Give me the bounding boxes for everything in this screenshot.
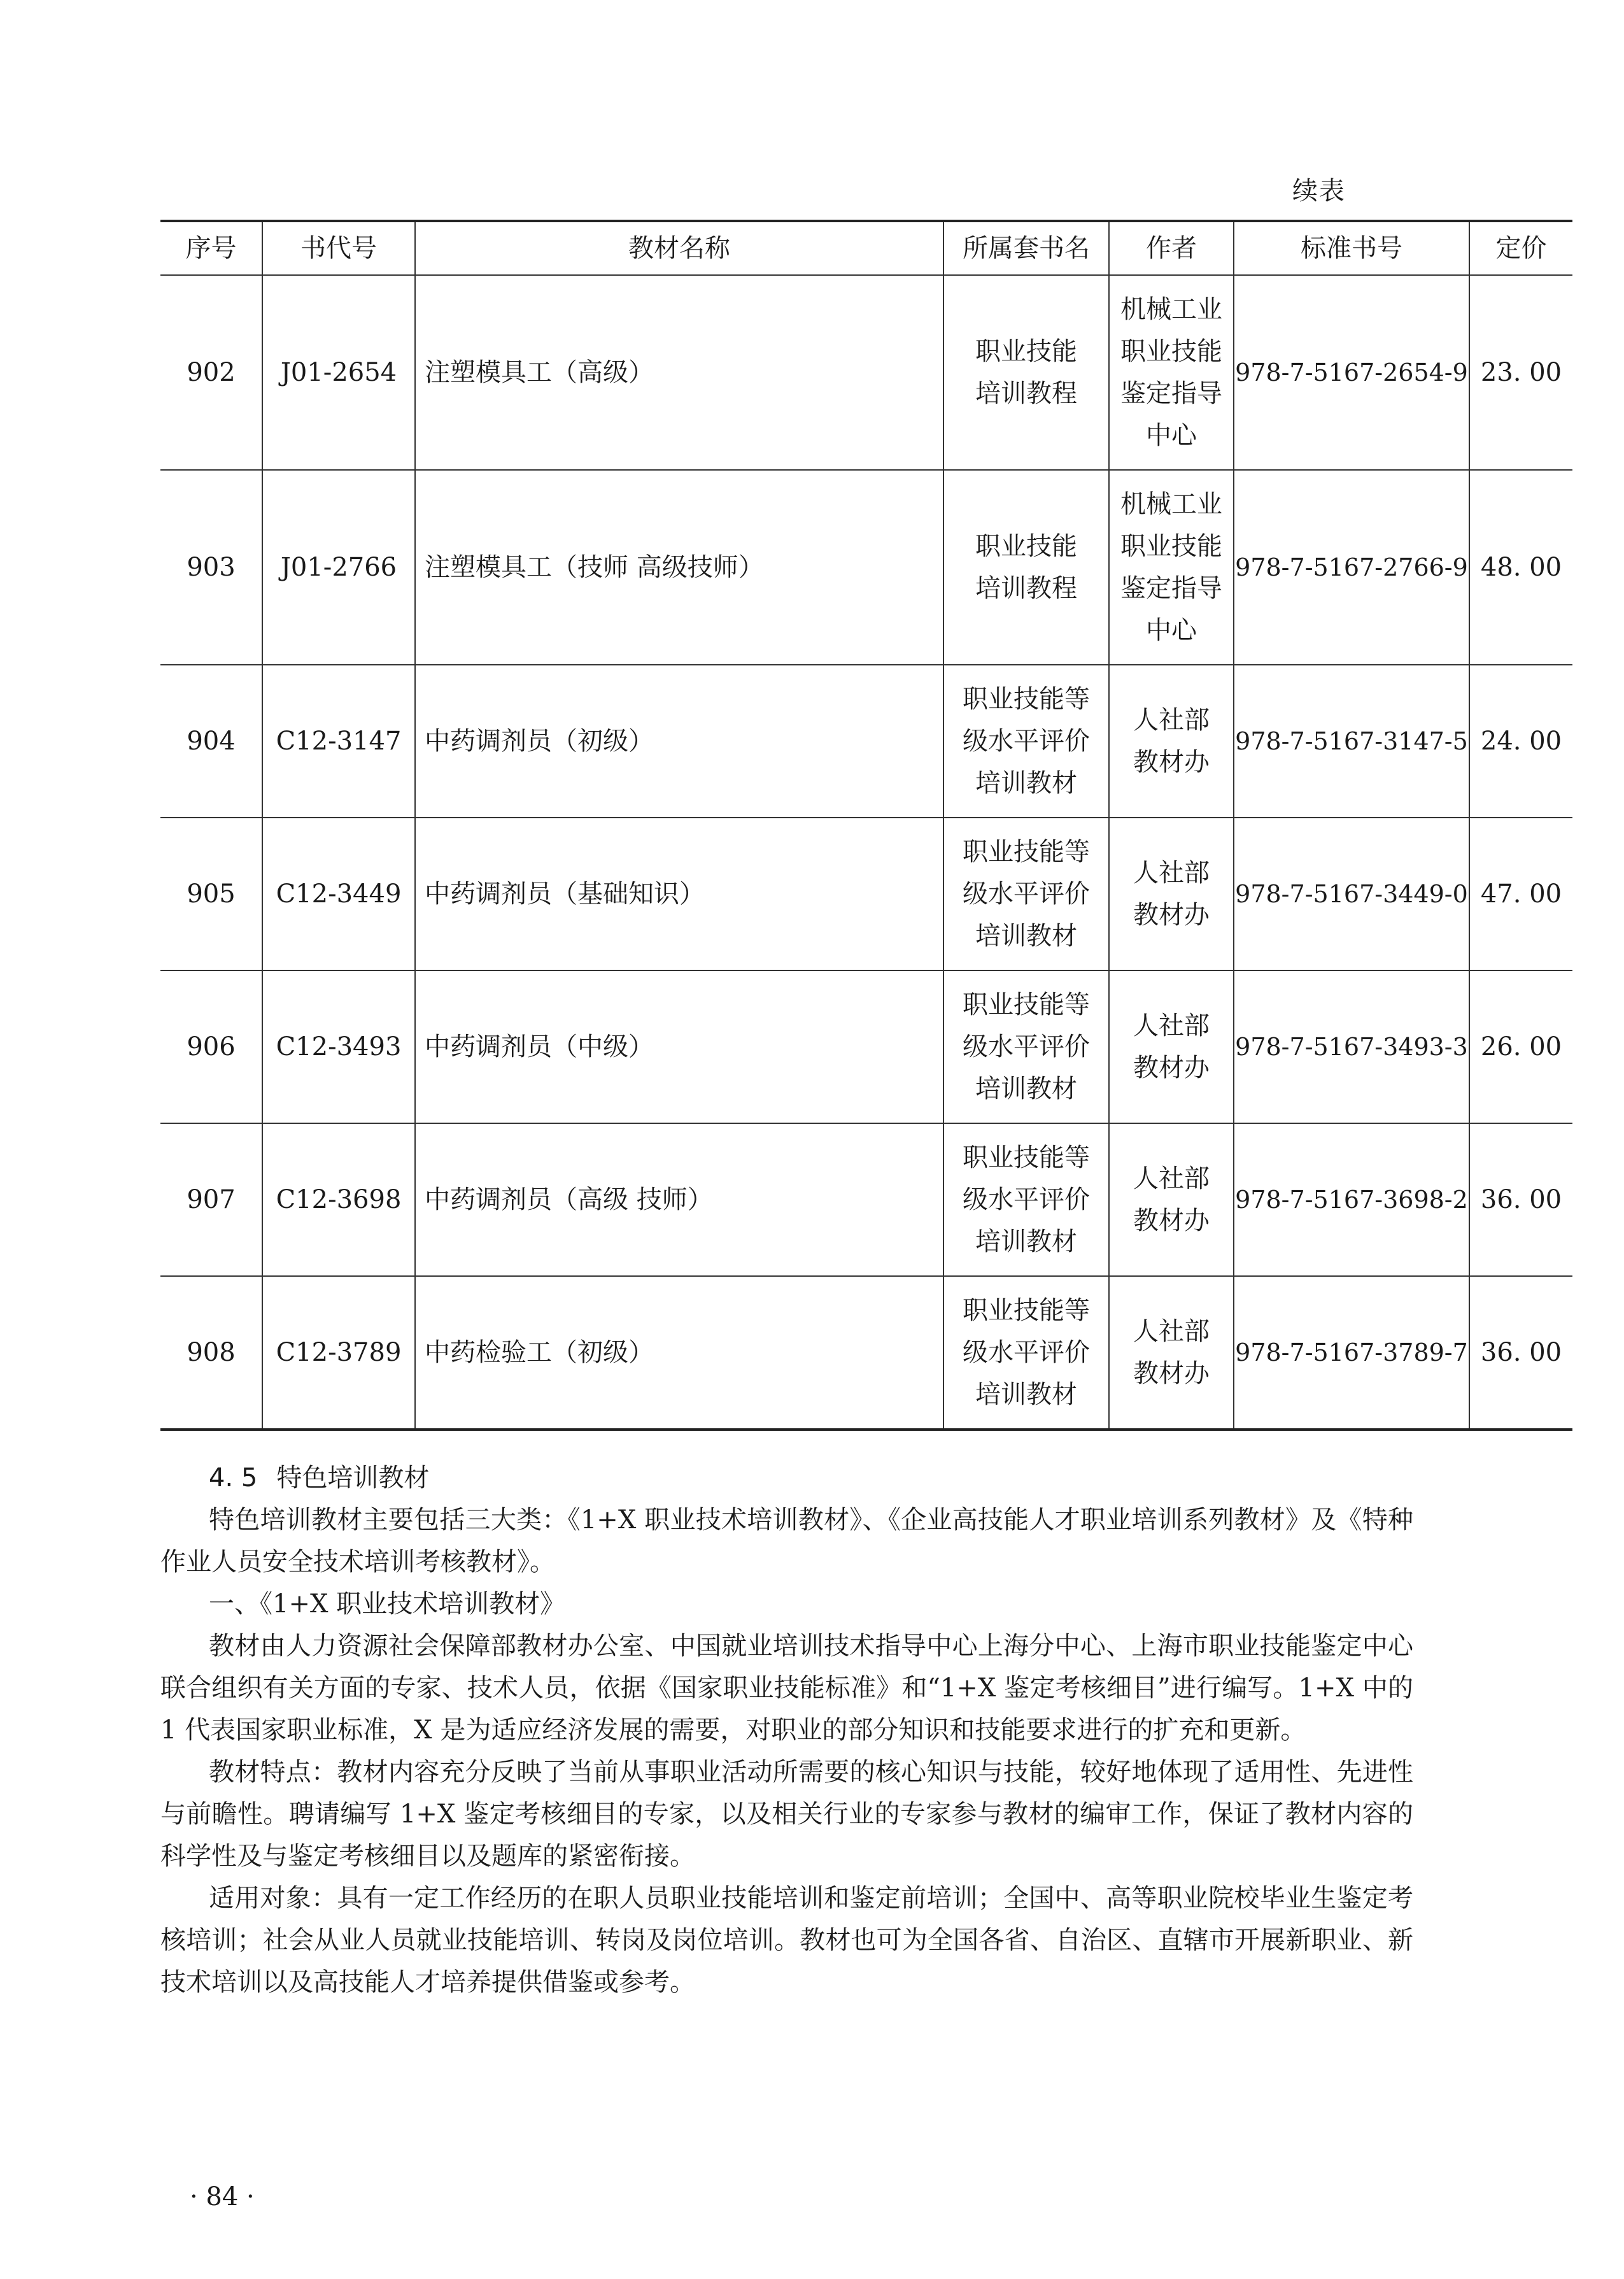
cell-series — [943, 818, 1109, 970]
cell-author — [1109, 665, 1234, 818]
cell-title: 中药调剂员（基础知识） — [415, 818, 943, 970]
author-line: 中心 — [1146, 421, 1197, 450]
cell-price: 26. 00 — [1469, 970, 1572, 1123]
cell-series — [943, 1276, 1109, 1430]
header-price: 定价 — [1469, 221, 1572, 275]
series-line: 级水平评价 — [963, 1338, 1090, 1367]
cell-price: 24. 00 — [1469, 665, 1572, 818]
cell-author — [1109, 275, 1234, 470]
cell-isbn: 978-7-5167-3789-7 — [1234, 1276, 1469, 1430]
section-title: 特色培训教材 — [276, 1463, 430, 1493]
cell-price: 48. 00 — [1469, 470, 1572, 665]
cell-price: 23. 00 — [1469, 275, 1572, 470]
author-line: 教材办 — [1133, 900, 1210, 930]
cell-series — [943, 275, 1109, 470]
continuation-label: 续表 — [1292, 176, 1346, 206]
cell-code: C12-3789 — [262, 1276, 415, 1430]
author-line: 职业技能 — [1120, 337, 1222, 366]
author-line: 人社部 — [1133, 1164, 1210, 1193]
series-line: 职业技能等 — [963, 685, 1090, 714]
cell-title: 中药调剂员（高级 技师） — [415, 1123, 943, 1276]
cell-title: 注塑模具工（高级） — [415, 275, 943, 470]
series-line: 培训教材 — [975, 1380, 1077, 1409]
series-line: 职业技能 — [975, 532, 1077, 561]
cell-isbn: 978-7-5167-3698-2 — [1234, 1123, 1469, 1276]
author-line: 鉴定指导 — [1120, 379, 1222, 408]
cell-title: 中药检验工（初级） — [415, 1276, 943, 1430]
table-row — [160, 275, 1572, 470]
cell-isbn: 978-7-5167-2654-9 — [1234, 275, 1469, 470]
cell-title: 注塑模具工（技师 高级技师） — [415, 470, 943, 665]
header-series: 所属套书名 — [943, 221, 1109, 275]
author-line: 教材办 — [1133, 1206, 1210, 1235]
cell-price: 36. 00 — [1469, 1123, 1572, 1276]
paragraph-audience: 适用对象：具有一定工作经历的在职人员职业技能培训和鉴定前培训；全国中、高等职业院校毕业生鉴定考核培训；社会从业人员就业技能培训、转岗及岗位培训。教材也可为全国各省、自治区、直辖市开展新职业、新技术培训以及高技能人才培养提供借鉴或参考。 — [160, 1884, 1413, 1997]
author-line: 鉴定指导 — [1120, 574, 1222, 603]
cell-series — [943, 665, 1109, 818]
series-line: 培训教材 — [975, 769, 1077, 798]
paragraph-features: 教材特点：教材内容充分反映了当前从事职业活动所需要的核心知识与技能，较好地体现了适用性、先进性与前瞻性。聘请编写 1+X 鉴定考核细目的专家，以及相关行业的专家参与教材的编审工作，保证了教材内容的科学性及与鉴定考核细目以及题库的紧密衔接。 — [160, 1757, 1413, 1871]
cell-author — [1109, 470, 1234, 665]
series-line: 培训教程 — [975, 379, 1077, 408]
table-row — [160, 1276, 1572, 1430]
cell-author — [1109, 1276, 1234, 1430]
header-isbn: 标准书号 — [1234, 221, 1469, 275]
cell-isbn: 978-7-5167-3449-0 — [1234, 818, 1469, 970]
table-row — [160, 970, 1572, 1123]
cell-code: J01-2766 — [262, 470, 415, 665]
series-line: 级水平评价 — [963, 1185, 1090, 1214]
cell-no: 904 — [160, 665, 262, 818]
cell-no: 905 — [160, 818, 262, 970]
author-line: 教材办 — [1133, 1359, 1210, 1388]
section-number: 4. 5 — [209, 1463, 258, 1493]
series-line: 培训教程 — [975, 574, 1077, 603]
series-line: 级水平评价 — [963, 1032, 1090, 1061]
catalog-table — [160, 220, 1572, 1431]
section-body — [160, 1499, 1413, 2003]
cell-series — [943, 970, 1109, 1123]
cell-series — [943, 470, 1109, 665]
author-line: 人社部 — [1133, 1011, 1210, 1040]
series-line: 级水平评价 — [963, 879, 1090, 909]
cell-isbn: 978-7-5167-2766-9 — [1234, 470, 1469, 665]
author-line: 职业技能 — [1120, 532, 1222, 561]
series-line: 级水平评价 — [963, 727, 1090, 756]
table-row — [160, 1123, 1572, 1276]
cell-author — [1109, 818, 1234, 970]
author-line: 人社部 — [1133, 1317, 1210, 1346]
cell-author — [1109, 970, 1234, 1123]
series-line: 培训教材 — [975, 1227, 1077, 1256]
cell-isbn: 978-7-5167-3147-5 — [1234, 665, 1469, 818]
cell-author — [1109, 1123, 1234, 1276]
paragraph-intro: 特色培训教材主要包括三大类：《1+X 职业技术培训教材》、《企业高技能人才职业培训系列教材》及《特种作业人员安全技术培训考核教材》。 — [160, 1505, 1413, 1577]
author-line: 机械工业 — [1120, 490, 1222, 519]
series-line: 职业技能等 — [963, 1296, 1090, 1325]
author-line: 中心 — [1146, 616, 1197, 645]
cell-no: 902 — [160, 275, 262, 470]
paragraph-description: 教材由人力资源社会保障部教材办公室、中国就业培训技术指导中心上海分中心、上海市职业技能鉴定中心联合组织有关方面的专家、技术人员，依据《国家职业技能标准》和“1+X 鉴定考核细目”进行编写。1+X 中的 1 代表国家职业标准，X 是为适应经济发展的需要，对职业的部分知识和技能要求进行的扩充和更新。 — [160, 1631, 1413, 1745]
cell-isbn: 978-7-5167-3493-3 — [1234, 970, 1469, 1123]
header-author: 作者 — [1109, 221, 1234, 275]
author-line: 机械工业 — [1120, 295, 1222, 324]
cell-code: C12-3493 — [262, 970, 415, 1123]
cell-price: 47. 00 — [1469, 818, 1572, 970]
cell-title: 中药调剂员（初级） — [415, 665, 943, 818]
cell-code: C12-3147 — [262, 665, 415, 818]
author-line: 人社部 — [1133, 706, 1210, 735]
series-line: 职业技能等 — [963, 1143, 1090, 1172]
table-row — [160, 665, 1572, 818]
header-no: 序号 — [160, 221, 262, 275]
cell-code: J01-2654 — [262, 275, 415, 470]
series-line: 培训教材 — [975, 921, 1077, 951]
section-heading — [209, 1457, 429, 1499]
series-line: 培训教材 — [975, 1074, 1077, 1104]
table-row — [160, 818, 1572, 970]
cell-title: 中药调剂员（中级） — [415, 970, 943, 1123]
cell-series — [943, 1123, 1109, 1276]
author-line: 人社部 — [1133, 858, 1210, 888]
table-header-row — [160, 221, 1572, 275]
cell-no: 907 — [160, 1123, 262, 1276]
series-line: 职业技能等 — [963, 990, 1090, 1019]
cell-code: C12-3698 — [262, 1123, 415, 1276]
cell-no: 908 — [160, 1276, 262, 1430]
paragraph-subheading: 一、《1+X 职业技术培训教材》 — [209, 1589, 566, 1619]
page-number: · 84 · — [190, 2182, 255, 2212]
cell-no: 903 — [160, 470, 262, 665]
table-row — [160, 470, 1572, 665]
author-line: 教材办 — [1133, 1053, 1210, 1083]
series-line: 职业技能等 — [963, 837, 1090, 867]
author-line: 教材办 — [1133, 748, 1210, 777]
header-title: 教材名称 — [415, 221, 943, 275]
header-code: 书代号 — [262, 221, 415, 275]
series-line: 职业技能 — [975, 337, 1077, 366]
cell-code: C12-3449 — [262, 818, 415, 970]
cell-no: 906 — [160, 970, 262, 1123]
cell-price: 36. 00 — [1469, 1276, 1572, 1430]
